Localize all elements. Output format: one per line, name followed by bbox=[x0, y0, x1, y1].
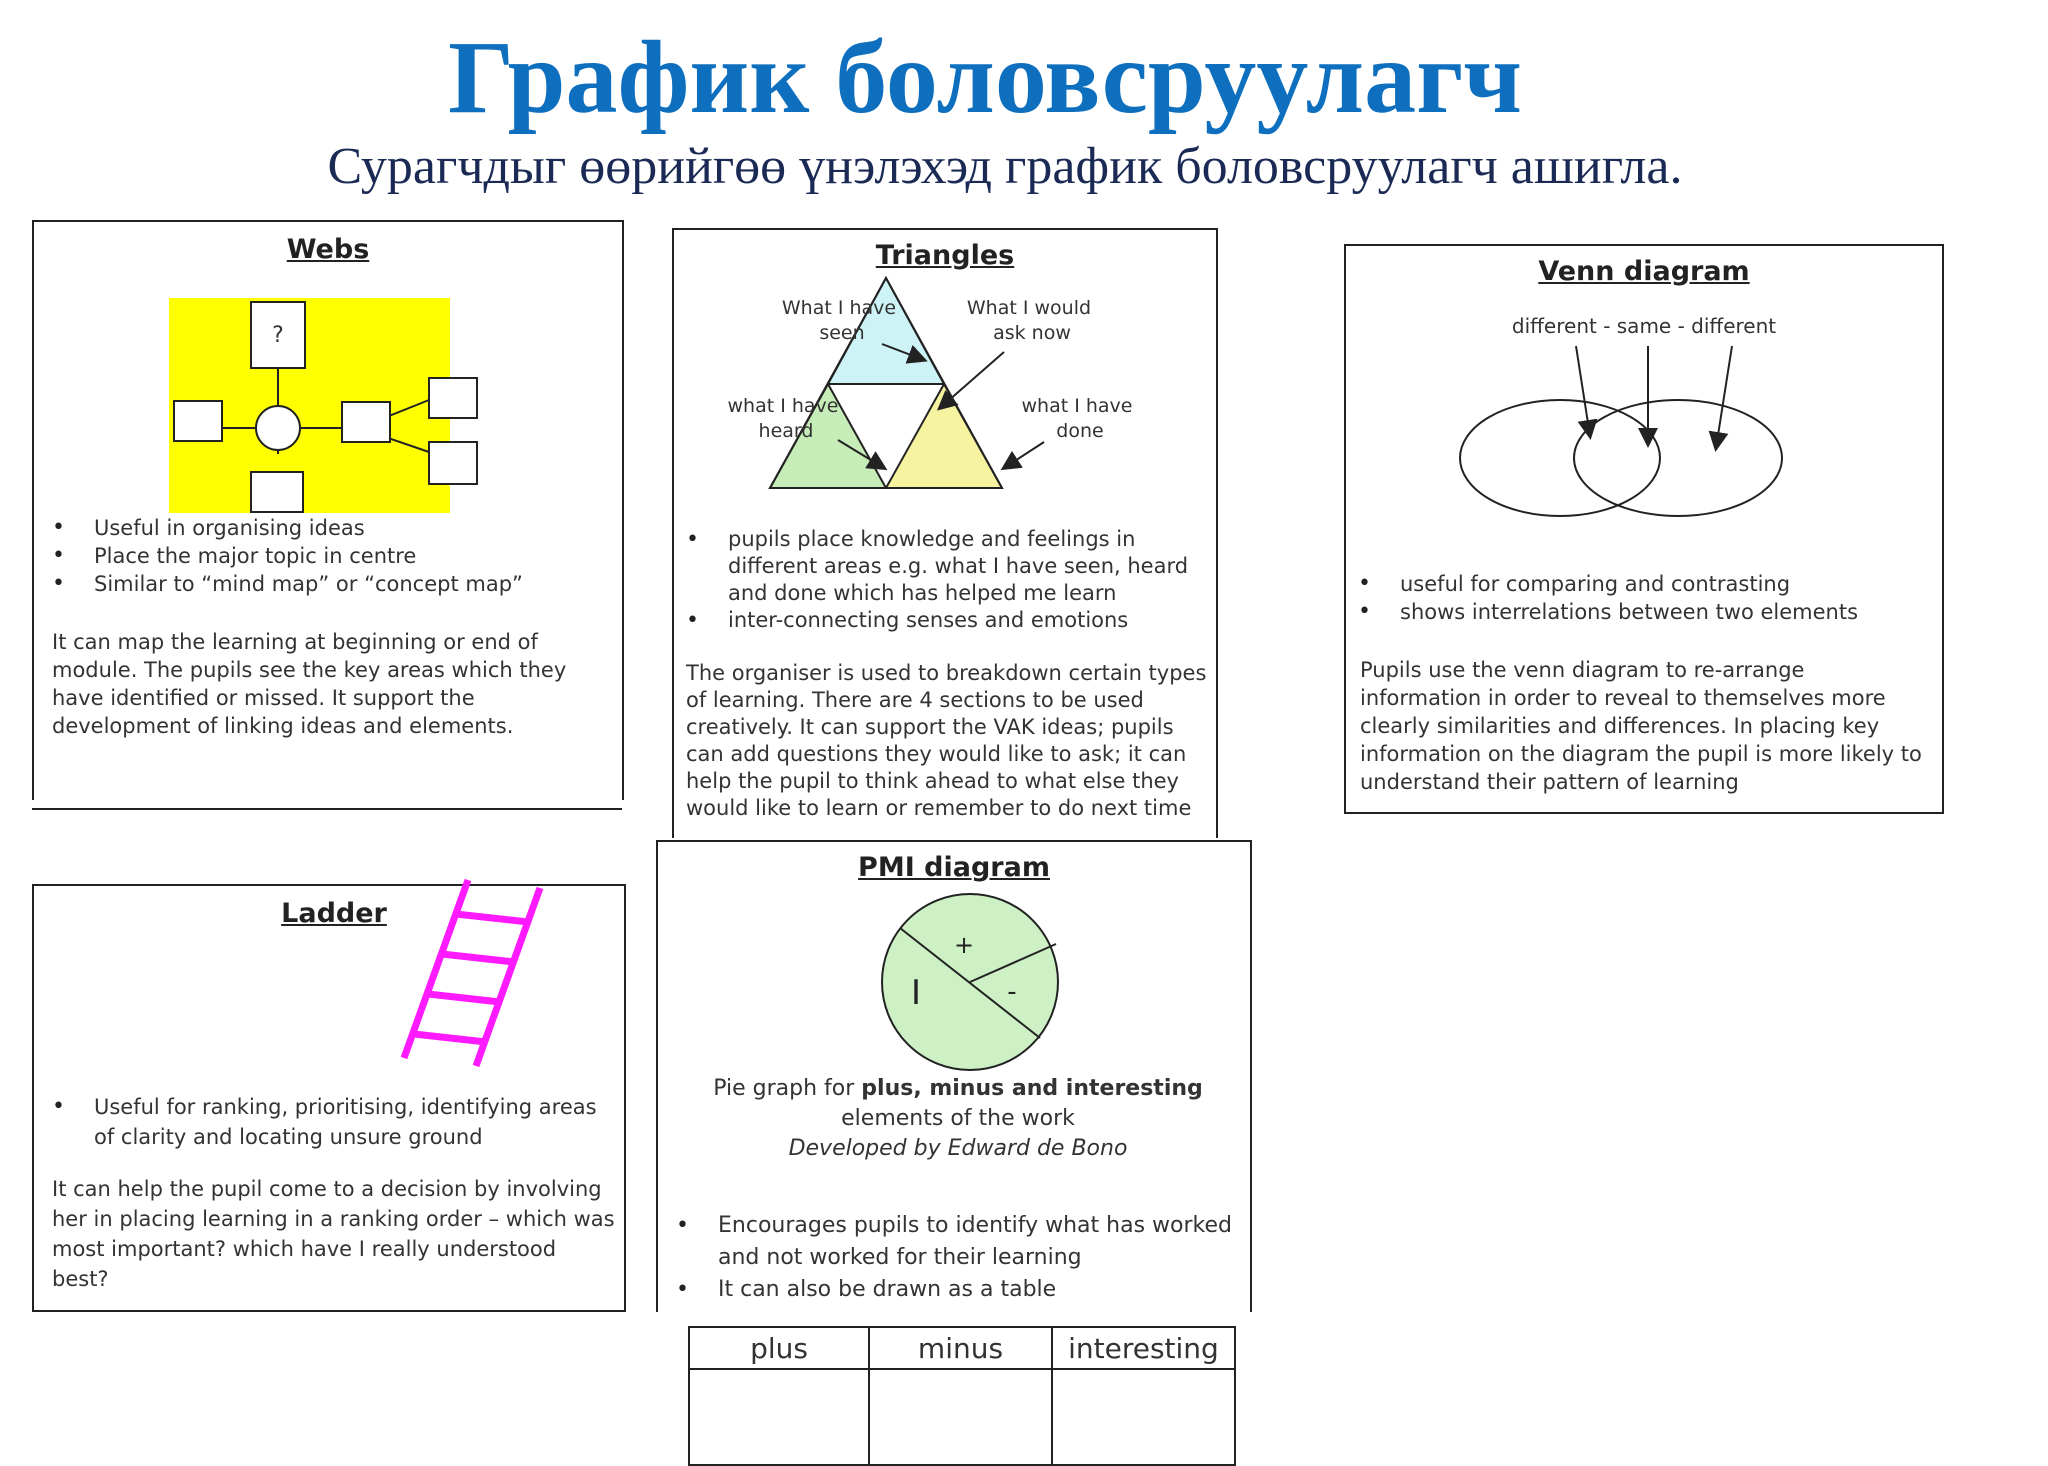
pmi-table-cell bbox=[1052, 1369, 1235, 1465]
venn-paragraph: Pupils use the venn diagram to re-arrange information in order to reveal to themselves more clearly similarities and differences. In placing key information on the diagram the pupil is more likely to understand their pattern of learning bbox=[1360, 658, 1922, 794]
ladder-paragraph: It can help the pupil come to a decision by involving her in placing learning in a ranking order – which was most important? which have I really understood best? bbox=[52, 1177, 615, 1291]
pmi-caption-line1 bbox=[708, 1074, 1208, 1104]
label-done-line1: what I have bbox=[1021, 395, 1133, 417]
arrow-ask bbox=[940, 352, 1004, 408]
label-seen-line2: seen bbox=[819, 322, 865, 344]
pmi-table-header-interesting: interesting bbox=[1052, 1327, 1235, 1369]
pmi-caption-bold: plus, minus and interesting bbox=[861, 1076, 1203, 1101]
webs-node-left bbox=[174, 401, 222, 441]
pmi-circle-diagram bbox=[658, 888, 1250, 1078]
webs-node-far-right-top bbox=[429, 378, 477, 418]
pmi-bullet: • Encourages pupils to identify what has worked and not worked for their learning bbox=[672, 1210, 1232, 1274]
webs-center-node bbox=[256, 406, 300, 450]
webs-diagram bbox=[34, 290, 622, 520]
webs-node-bottom bbox=[251, 472, 303, 512]
venn-caption: different - same - different bbox=[1511, 314, 1777, 338]
pmi-panel bbox=[656, 840, 1252, 1312]
triangles-label-ask bbox=[967, 297, 1097, 344]
pmi-bullet: • It can also be drawn as a table bbox=[672, 1274, 1232, 1306]
triangles-panel bbox=[672, 228, 1218, 838]
pmi-table-header-minus: minus bbox=[869, 1327, 1052, 1369]
venn-panel bbox=[1344, 244, 1944, 812]
pmi-interesting-label: I bbox=[910, 973, 922, 1013]
triangles-title: Triangles bbox=[875, 240, 1015, 271]
webs-title: Webs bbox=[286, 234, 370, 265]
ladder-bullet: • Useful for ranking, prioritising, identifying areas of clarity and locating unsure ground bbox=[48, 1092, 608, 1152]
page-title: График боловсруулагч bbox=[448, 20, 1522, 135]
webs-node-far-right-bottom bbox=[429, 442, 477, 484]
pmi-caption-prefix: Pie graph for bbox=[713, 1076, 862, 1101]
venn-arrow-left bbox=[1576, 346, 1590, 436]
pmi-caption bbox=[708, 1074, 1208, 1164]
pmi-caption-line2: elements of the work bbox=[841, 1106, 1075, 1131]
triangle-right bbox=[886, 384, 1002, 488]
webs-bullet: • Place the major topic in centre bbox=[48, 542, 608, 570]
webs-bullet: • Similar to “mind map” or “concept map” bbox=[48, 570, 608, 598]
venn-right-circle bbox=[1574, 400, 1782, 516]
label-ask-line2: ask now bbox=[993, 322, 1071, 344]
pmi-caption-author: Developed by Edward de Bono bbox=[788, 1136, 1128, 1161]
venn-left-circle bbox=[1460, 400, 1660, 516]
venn-bullet: • useful for comparing and contrasting bbox=[1354, 570, 1934, 598]
arrow-done bbox=[1004, 442, 1044, 468]
pmi-table-cell bbox=[869, 1369, 1052, 1465]
venn-bullets bbox=[1354, 570, 1934, 626]
label-heard-line1: what I have bbox=[727, 395, 839, 417]
pmi-plus-label: + bbox=[953, 931, 975, 959]
triangles-bullet: • pupils place knowledge and feelings in different areas e.g. what I have seen, heard and done which has helped me learn bbox=[682, 526, 1202, 607]
pmi-table-header-row bbox=[689, 1327, 1235, 1369]
triangles-paragraph: The organiser is used to breakdown certain types of learning. There are 4 sections to be used creatively. It can support the VAK ideas; pupils can add questions they would like to ask; it can help the pupil to think ahead to what else they would like to learn or remember to do next time bbox=[686, 661, 1207, 820]
triangles-diagram bbox=[674, 272, 1216, 522]
ladder-title: Ladder bbox=[281, 898, 387, 929]
triangles-bullets bbox=[682, 526, 1202, 634]
pmi-bullets bbox=[672, 1210, 1232, 1306]
webs-bullets bbox=[48, 514, 608, 598]
pmi-title: PMI diagram bbox=[858, 852, 1050, 883]
webs-bullet: • Useful in organising ideas bbox=[48, 514, 608, 542]
triangles-bullet: • inter-connecting senses and emotions bbox=[682, 607, 1202, 634]
label-done-line2: done bbox=[1056, 420, 1104, 442]
label-heard-line2: heard bbox=[758, 420, 814, 442]
venn-bullet: • shows interrelations between two elements bbox=[1354, 598, 1934, 626]
webs-panel bbox=[32, 220, 624, 800]
ladder-panel bbox=[32, 884, 626, 1310]
webs-node-right bbox=[342, 402, 390, 442]
venn-title: Venn diagram bbox=[1538, 256, 1750, 287]
pmi-minus-label: - bbox=[1007, 977, 1017, 1007]
pmi-table bbox=[688, 1326, 1236, 1466]
venn-arrow-right bbox=[1716, 346, 1732, 448]
triangles-label-done bbox=[1021, 395, 1138, 442]
pmi-table-header-plus: plus bbox=[689, 1327, 869, 1369]
label-seen-line1: What I have bbox=[781, 297, 897, 319]
ladder-bullets bbox=[48, 1092, 608, 1152]
label-ask-line1: What I would bbox=[966, 297, 1092, 319]
venn-diagram bbox=[1346, 336, 1942, 536]
webs-paragraph: It can map the learning at beginning or end of module. The pupils see the key areas which they have identified or missed. It support the development of linking ideas and elements. bbox=[52, 630, 567, 738]
ladder-icon bbox=[364, 874, 584, 1084]
webs-question-mark: ? bbox=[272, 323, 284, 348]
page-subtitle: Сурагчдыг өөрийгөө үнэлэхэд график боловсруулагч ашигла. bbox=[327, 138, 1683, 195]
pmi-table-cell bbox=[689, 1369, 869, 1465]
pmi-table-body-row bbox=[689, 1369, 1235, 1465]
